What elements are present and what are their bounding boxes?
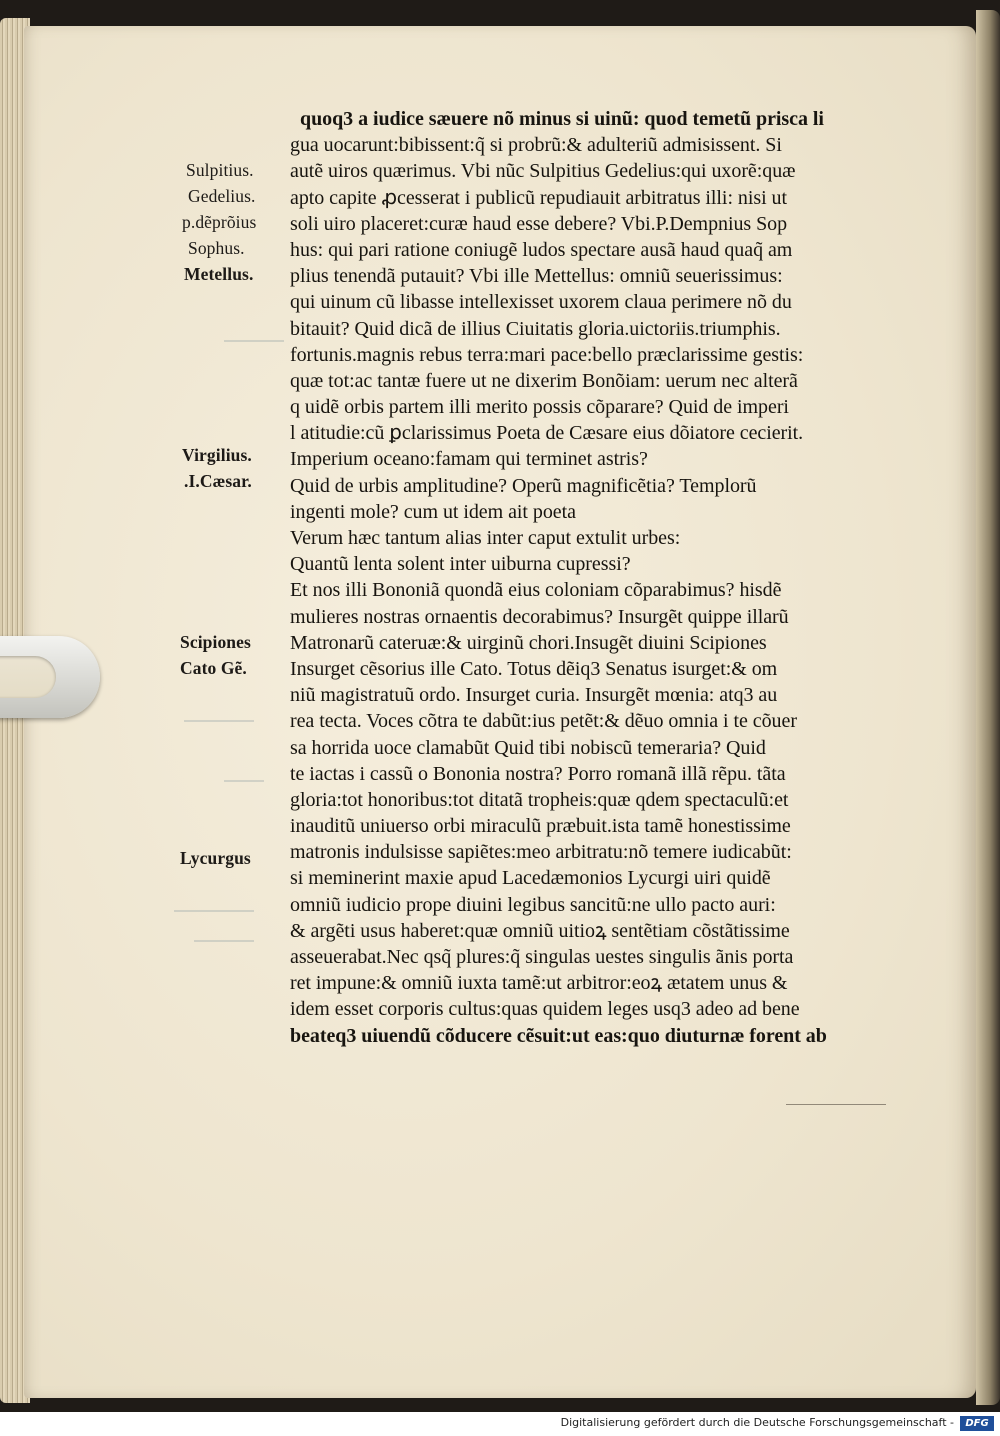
text-line: Insurget cẽsorius ille Cato. Totus dẽiq3 Senatus isurget:& om xyxy=(290,657,778,680)
show-through-mark xyxy=(194,926,254,942)
text-line: Matronarũ cateruæ:& uirginũ chori.Insugẽt diuini Scipiones xyxy=(290,631,767,654)
show-through-mark xyxy=(224,326,284,342)
text-line: quæ tot:ac tantæ fuere ut ne dixerim Bonõiam: uerum nec alterã xyxy=(290,369,798,392)
margin-note-sulpitius: Sulpitius. xyxy=(186,160,254,180)
margin-note-scipiones: Scipiones xyxy=(180,632,251,652)
text-line: te iactas i cassũ o Bononia nostra? Porro romanã illã rẽpu. tãta xyxy=(290,762,786,785)
bookmark-slot xyxy=(0,656,56,698)
text-line: apto capite ꝓcesserat i publicũ repudiauit arbitratus illi: nisi ut xyxy=(290,186,788,209)
show-through-mark xyxy=(184,706,254,722)
text-line: Quantũ lenta solent inter uiburna cupressi? xyxy=(290,553,631,576)
margin-note-virgilius: Virgilius. xyxy=(182,445,252,465)
margin-note-gedelius: Gedelius. xyxy=(188,186,256,206)
text-line: asseuerabat.Nec qsq̃ plures:q̃ singulas uestes singulis ãnis porta xyxy=(290,946,794,968)
book-right-edge xyxy=(976,10,1000,1405)
text-line: Imperium oceano:famam qui terminet astris? xyxy=(290,448,648,471)
text-line: matronis indulsisse sapiẽtes:meo arbitratu:nõ temere iudicabũt: xyxy=(290,841,792,864)
text-line: ret impune:& omniũ iuxta tamẽ:ut arbitror:eoꝝ ætatem unus & xyxy=(290,972,788,995)
text-line: idem esset corporis cultus:quas quidem leges usq3 adeo ad bene xyxy=(290,998,800,1021)
text-line: si meminerint maxie apud Lacedæmonios Lycurgi uiri quidẽ xyxy=(290,867,771,890)
main-text-block xyxy=(290,106,910,1049)
text-line: autẽ uiros quærimus. Vbi nũc Sulpitius Gedelius:qui uxorẽ:quæ xyxy=(290,160,796,183)
text-line: gua uocarunt:bibissent:q̃ si probrũ:& adulteriũ admisissent. Si xyxy=(290,134,782,157)
text-line: qui uinum cũ libasse intellexisset uxorem claua perimere nõ du xyxy=(290,291,792,314)
text-line: Quid de urbis amplitudine? Operũ magnificẽtia? Templorũ xyxy=(290,474,757,497)
page-clip-bookmark xyxy=(0,636,100,718)
text-line: inauditũ uniuerso orbi miraculũ præbuit.ista tamẽ honestissime xyxy=(290,815,791,838)
text-line: soli uiro placeret:curæ haud esse debere? Vbi.P.Dempnius Sop xyxy=(290,212,788,235)
margin-note-dempronius: p.dẽprõius xyxy=(182,212,257,232)
margin-note-caesar: .I.Cæsar. xyxy=(184,471,252,491)
text-line: niũ magistratuũ ordo. Insurget curia. Insurgẽt mœnia: atq3 au xyxy=(290,684,778,707)
text-line: fortunis.magnis rebus terra:mari pace:bello præclarissime gestis: xyxy=(290,343,804,366)
margin-note-sophus: Sophus. xyxy=(188,238,245,258)
text-line: plius tenendã putauit? Vbi ille Mettellus: omniũ seuerissimus: xyxy=(290,265,783,288)
text-line: rea tecta. Voces cõtra te dabũt:ius petẽt:& dẽuo omnia i te cõuer xyxy=(290,710,797,733)
margin-note-lycurgus: Lycurgus xyxy=(180,848,251,868)
text-line: Et nos illi Bononiã quondã eius coloniam cõparabimus? hisdẽ xyxy=(290,579,782,602)
text-line: l atitudie:cũ ꝑclarissimus Poeta de Cæsare eius dõiatore cecierit. xyxy=(290,422,804,445)
text-line: beateq3 uiuendũ cõducere cẽsuit:ut eas:quo diuturnæ forent ab xyxy=(290,1024,827,1047)
show-through-mark xyxy=(224,766,264,782)
text-line: omniũ iudicio prope diuini legibus sancitũ:ne ullo pacto auri: xyxy=(290,893,776,916)
text-line: bitauit? Quid dicã de illius Ciuitatis gloria.uictoriis.triumphis. xyxy=(290,317,781,340)
text-line: quoq3 a iudice sæuere nõ minus si uinũ: quod temetũ prisca li xyxy=(300,108,824,130)
text-line: sa horrida uoce clamabũt Quid tibi nobiscũ temeraria? Quid xyxy=(290,736,766,759)
margin-note-metellus: Metellus. xyxy=(184,264,254,284)
footer-credit: Digitalisierung gefördert durch die Deutsche Forschungsgemeinschaft - xyxy=(560,1416,954,1429)
digitization-footer xyxy=(0,1412,1000,1436)
text-line: mulieres nostras ornaentis decorabimus? Insurgẽt quippe illarũ xyxy=(290,605,789,628)
text-line: q uidẽ orbis partem illi merito possis cõparare? Quid de imperi xyxy=(290,396,789,419)
show-through-mark xyxy=(174,896,254,912)
text-line: hus: qui pari ratione coniugẽ ludos spectare ausã haud quaq̃ am xyxy=(290,238,793,261)
margin-note-cato: Cato Gẽ. xyxy=(180,658,247,678)
text-line: gloria:tot honoribus:tot ditatã tropheis:quæ qdem spectaculũ:et xyxy=(290,788,789,811)
end-rule xyxy=(786,1104,886,1105)
dfg-logo-icon: DFG xyxy=(960,1416,994,1431)
text-line: Verum hæc tantum alias inter caput extulit urbes: xyxy=(290,527,681,549)
text-line: & argẽti usus haberet:quæ omniũ uitioꝝ sentẽtiam cõstãtissime xyxy=(290,919,790,942)
text-line: ingenti mole? cum ut idem ait poeta xyxy=(290,500,576,523)
